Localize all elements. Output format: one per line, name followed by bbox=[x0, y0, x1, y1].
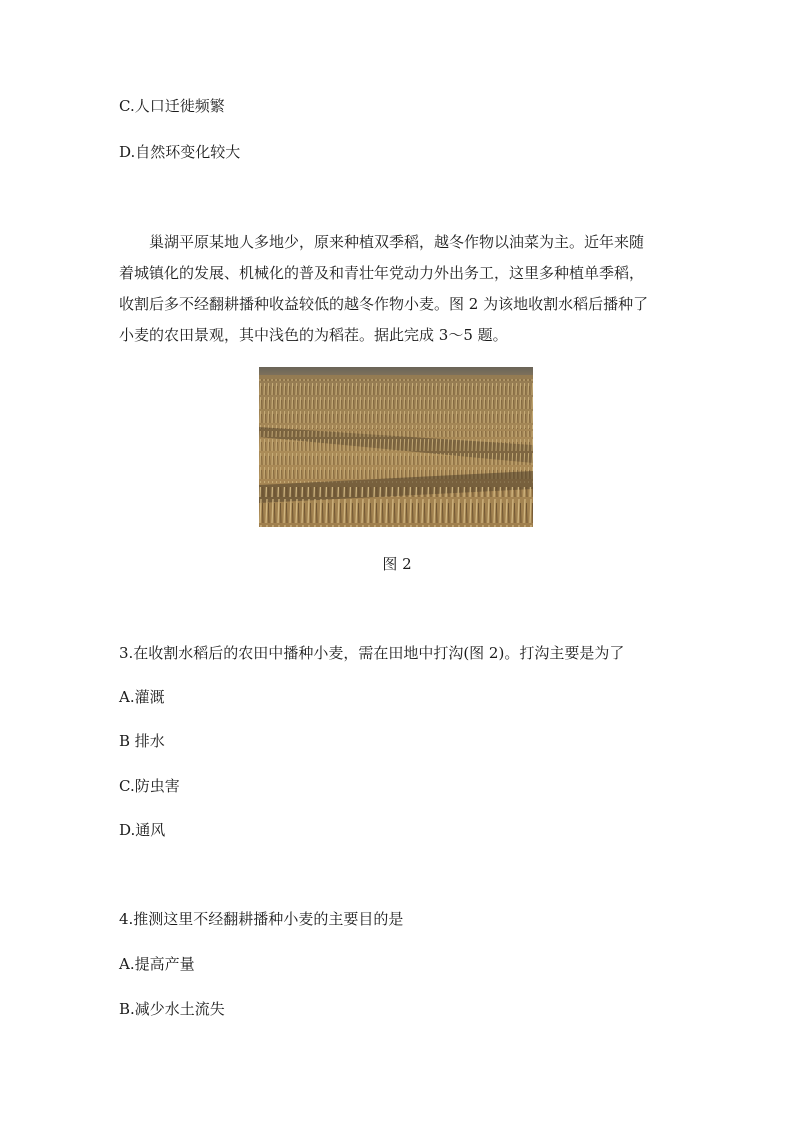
option-d: D.通风 bbox=[119, 821, 166, 839]
figure-caption: 图 2 bbox=[382, 555, 412, 573]
option-a: A.提高产量 bbox=[119, 955, 195, 973]
option-b: B 排水 bbox=[119, 732, 165, 750]
passage-line: 小麦的农田景观，其中浅色的为稻茬。据此完成 3～5 题。 bbox=[119, 326, 508, 344]
question-stem: 4.推测这里不经翻耕播种小麦的主要目的是 bbox=[119, 910, 404, 928]
passage-line: 着城镇化的发展、机械化的普及和青壮年党动力外出务工，这里多种植单季稻， bbox=[119, 264, 645, 282]
question-stem: 3.在收割水稻后的农田中播种小麦，需在田地中打沟(图 2)。打沟主要是为了 bbox=[119, 644, 625, 662]
passage bbox=[119, 227, 679, 351]
passage-line: 巢湖平原某地人多地少，原来种植双季稻，越冬作物以油菜为主。近年来随 bbox=[149, 233, 645, 251]
option-c: C.防虫害 bbox=[119, 777, 180, 795]
option-a: A.灌溉 bbox=[119, 688, 165, 706]
option-c: C.人口迁徙频繁 bbox=[119, 97, 225, 115]
option-d: D.自然环变化较大 bbox=[119, 143, 241, 161]
passage-line: 收割后多不经翻耕播种收益较低的越冬作物小麦。图 2 为该地收割水稻后播种了 bbox=[119, 295, 649, 313]
rice-stubble-field-photo bbox=[259, 367, 533, 527]
option-b: B.减少水土流失 bbox=[119, 1000, 225, 1018]
